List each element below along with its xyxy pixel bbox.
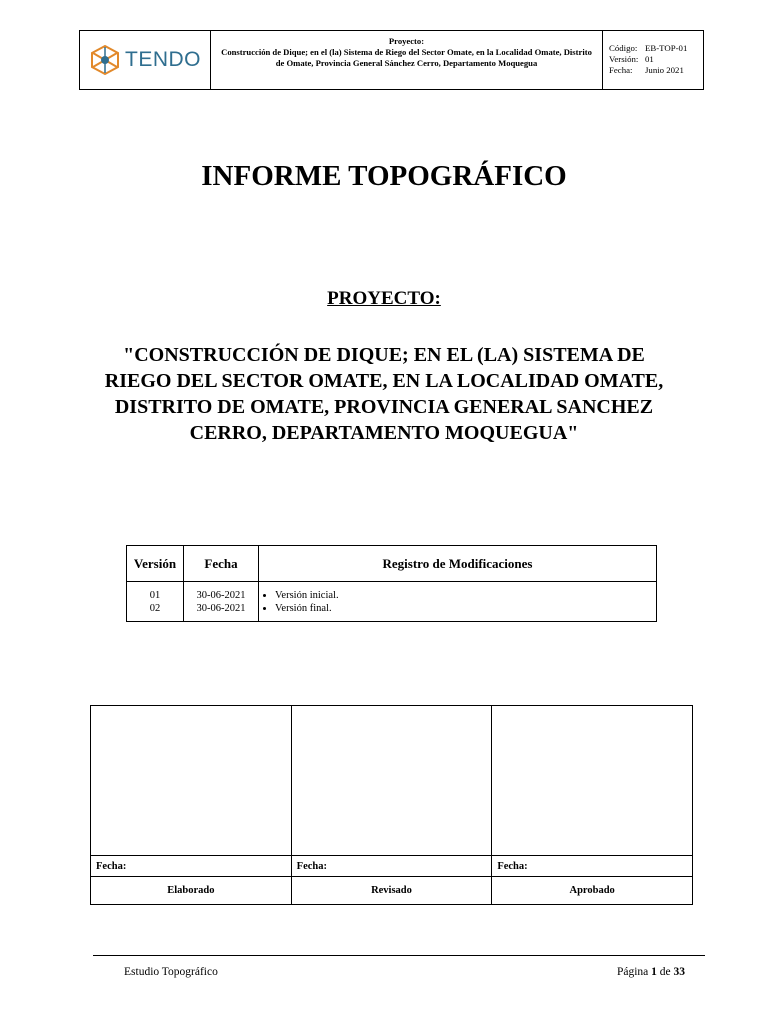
project-label: PROYECTO: [327, 288, 441, 309]
page-of: de [659, 966, 671, 978]
date-value: 30-06-2021 [196, 603, 246, 614]
date-cell [184, 582, 259, 622]
page-total: 33 [673, 966, 685, 978]
column-header-changes: Registro de Modificaciones [259, 546, 657, 582]
signature-table [90, 705, 693, 905]
date-label: Fecha: [291, 856, 492, 877]
version-cell [127, 582, 184, 622]
date-label: Fecha: [91, 856, 292, 877]
column-header-date: Fecha [184, 546, 259, 582]
role-aprobado: Aprobado [492, 877, 693, 905]
logo-mark-icon [89, 44, 121, 76]
meta-label: Fecha: [609, 65, 633, 75]
meta-row-date [609, 65, 703, 76]
table-row [127, 582, 657, 622]
signature-box-aprobado [492, 706, 693, 856]
company-logo [80, 31, 211, 89]
meta-label: Versión: [609, 54, 639, 64]
meta-label: Código: [609, 43, 638, 53]
header-project-desc: Construcción de Dique; en el (la) Sistema de Riego del Sector Omate, en la Localidad Omate, Distrito de Omate, Provincia General Sánchez Cerro, Departamento Moquegua [221, 47, 592, 68]
document-title: INFORME TOPOGRÁFICO [201, 160, 567, 192]
signature-date-row [91, 856, 693, 877]
role-revisado: Revisado [291, 877, 492, 905]
meta-value: 01 [645, 54, 654, 64]
header-meta [603, 31, 703, 89]
changes-cell [259, 582, 657, 622]
page-number [617, 966, 685, 978]
project-name: "CONSTRUCCIÓN DE DIQUE; EN EL (LA) SISTEMA DE RIEGO DEL SECTOR OMATE, EN LA LOCALIDAD OMATE, DISTRITO DE OMATE, PROVINCIA GENERAL SANCHEZ CERRO, DEPARTAMENTO MOQUEGUA" [104, 344, 664, 444]
signature-blank-row [91, 706, 693, 856]
changes-list [263, 589, 652, 615]
date-value: 30-06-2021 [196, 590, 246, 601]
list-item: • Versión final. [275, 602, 652, 615]
header-project [211, 31, 603, 89]
meta-value: EB-TOP-01 [645, 43, 688, 53]
date-label: Fecha: [492, 856, 693, 877]
list-item: • Versión inicial. [275, 589, 652, 602]
signature-box-revisado [291, 706, 492, 856]
meta-row-version [609, 54, 703, 65]
column-header-version: Versión [127, 546, 184, 582]
footer-divider [93, 955, 705, 956]
signature-role-row [91, 877, 693, 905]
version-value: 02 [149, 603, 161, 614]
meta-value: Junio 2021 [645, 65, 684, 75]
table-header-row [127, 546, 657, 582]
role-elaborado: Elaborado [91, 877, 292, 905]
version-value: 01 [149, 590, 161, 601]
header-project-title: Proyecto: [388, 36, 425, 46]
signature-box-elaborado [91, 706, 292, 856]
footer-title: Estudio Topográfico [124, 966, 218, 978]
document-header [79, 30, 704, 90]
page-current: 1 [651, 966, 657, 978]
logo-text: TENDO [125, 48, 201, 71]
meta-row-code [609, 43, 703, 54]
page-prefix: Página [616, 966, 649, 978]
version-table [126, 545, 657, 622]
